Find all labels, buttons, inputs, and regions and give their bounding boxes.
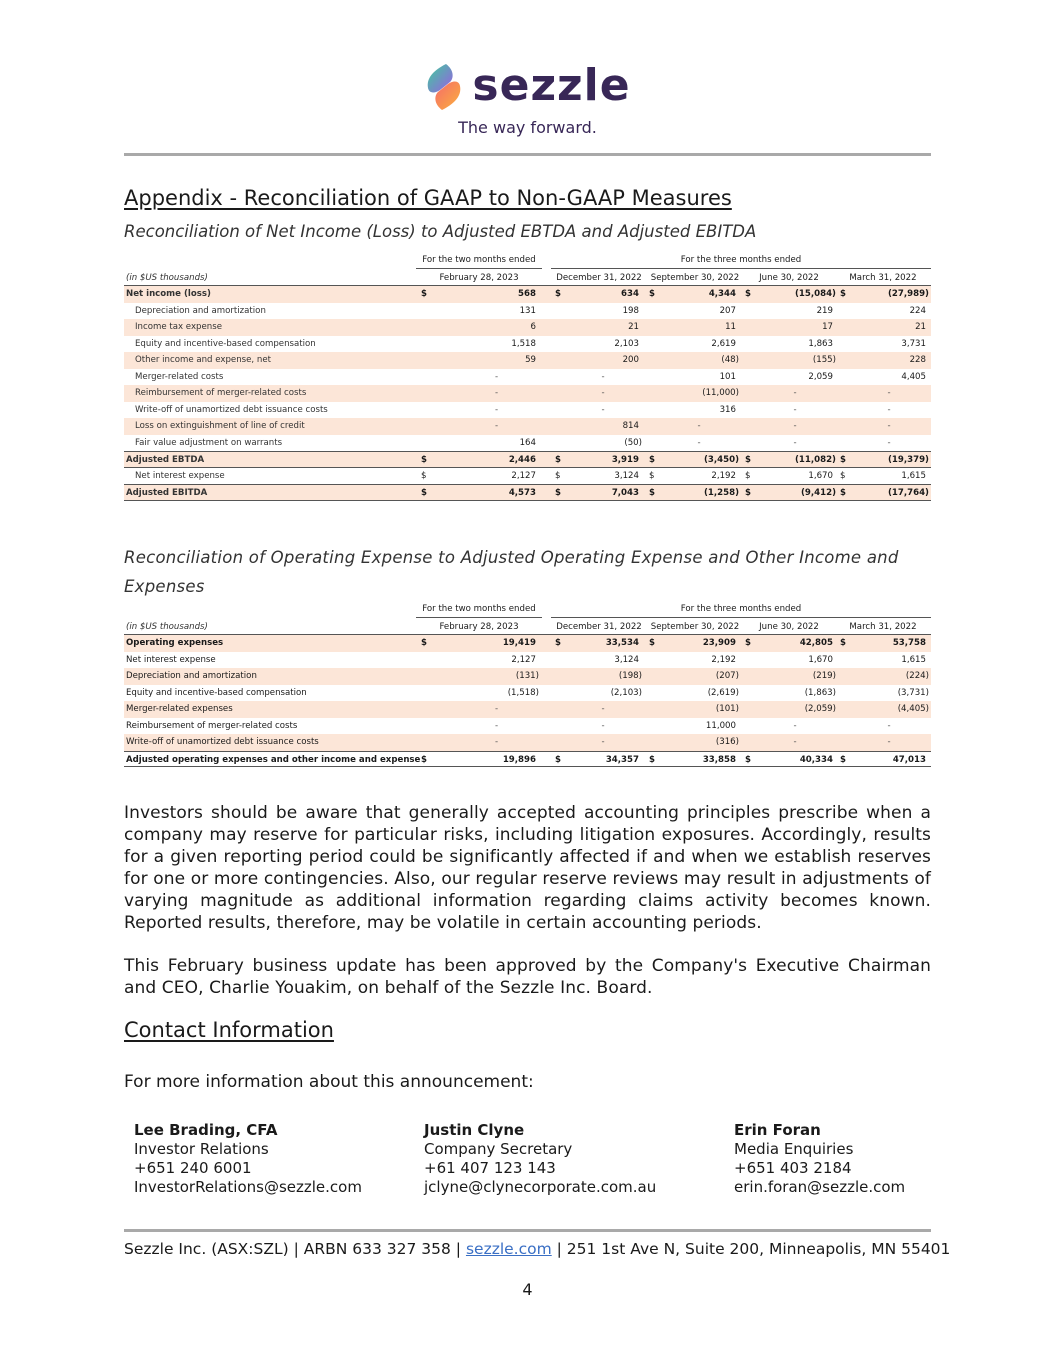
contact-role: Investor Relations bbox=[134, 1140, 269, 1158]
cell-value: (9,412) bbox=[800, 488, 836, 498]
cell-value: (2,059) bbox=[804, 704, 836, 714]
cell-value: (1,863) bbox=[804, 687, 836, 698]
table-row bbox=[124, 685, 931, 702]
cell-value: (207) bbox=[715, 671, 739, 681]
currency-symbol: $ bbox=[649, 754, 655, 765]
column-header: June 30, 2022 bbox=[759, 273, 819, 283]
currency-symbol: $ bbox=[555, 289, 561, 299]
row-label: Merger-related costs bbox=[135, 371, 224, 382]
table-row bbox=[124, 652, 931, 669]
row-label: Net interest expense bbox=[135, 470, 225, 481]
cell-value: 4,573 bbox=[508, 488, 536, 498]
currency-symbol: $ bbox=[555, 455, 561, 465]
contact-intro: For more information about this announcement: bbox=[124, 1072, 534, 1092]
cell-value: - bbox=[887, 421, 891, 431]
currency-symbol: $ bbox=[745, 488, 751, 498]
cell-value: - bbox=[887, 737, 891, 747]
table-row bbox=[124, 635, 931, 652]
currency-symbol: $ bbox=[421, 470, 427, 481]
cell-value: 2,192 bbox=[711, 654, 736, 665]
column-header: September 30, 2022 bbox=[650, 622, 740, 632]
cell-value: - bbox=[793, 404, 797, 415]
cell-value: 21 bbox=[628, 322, 639, 332]
cell-value: (1,518) bbox=[507, 687, 539, 698]
cell-value: 1,518 bbox=[511, 338, 536, 349]
cell-value: 3,919 bbox=[611, 455, 639, 465]
cell-value: 2,619 bbox=[711, 338, 736, 349]
column-header: February 28, 2023 bbox=[439, 273, 519, 283]
ebitda-reconciliation-table bbox=[124, 255, 931, 501]
contact-card bbox=[734, 1121, 905, 1197]
currency-symbol: $ bbox=[649, 638, 655, 648]
two-months-group-header: For the two months ended bbox=[416, 604, 542, 618]
row-label: Write-off of unamortized debt issuance costs bbox=[135, 404, 328, 415]
two-months-group-header: For the two months ended bbox=[416, 255, 542, 269]
currency-symbol: $ bbox=[745, 754, 751, 765]
footer-prefix: Sezzle Inc. (ASX:SZL) | ARBN 633 327 358 | bbox=[124, 1240, 466, 1258]
cell-value: 207 bbox=[719, 305, 736, 316]
column-header: March 31, 2022 bbox=[849, 622, 917, 632]
currency-symbol: $ bbox=[840, 754, 846, 765]
currency-symbol: $ bbox=[555, 488, 561, 498]
table-row bbox=[124, 484, 931, 501]
table-row bbox=[124, 418, 931, 435]
contact-phone: +61 407 123 143 bbox=[424, 1159, 556, 1177]
table-header-row bbox=[124, 618, 931, 635]
row-label: Equity and incentive-based compensation bbox=[135, 338, 316, 349]
cell-value: - bbox=[494, 371, 499, 382]
table-row bbox=[124, 734, 931, 751]
table-header-row bbox=[124, 269, 931, 286]
cell-value: 4,405 bbox=[901, 371, 926, 382]
cell-value: - bbox=[601, 388, 605, 398]
contact-card bbox=[424, 1121, 656, 1197]
row-label: Net interest expense bbox=[126, 654, 216, 665]
column-header: February 28, 2023 bbox=[439, 622, 519, 632]
cell-value: (101) bbox=[715, 704, 739, 714]
cell-value: 1,615 bbox=[901, 470, 926, 481]
contact-email: jclyne@clynecorporate.com.au bbox=[424, 1178, 657, 1196]
cell-value: - bbox=[697, 437, 701, 448]
column-header: June 30, 2022 bbox=[759, 622, 819, 632]
cell-value: 198 bbox=[622, 305, 639, 316]
contact-name: Erin Foran bbox=[734, 1121, 821, 1139]
currency-symbol: $ bbox=[840, 455, 846, 465]
brand-wordmark: sezzle bbox=[472, 60, 631, 111]
sezzle-logo-icon bbox=[424, 62, 464, 110]
cell-value: 34,357 bbox=[605, 754, 639, 765]
header-divider bbox=[124, 153, 931, 156]
column-header: December 31, 2022 bbox=[556, 273, 642, 283]
cell-value: - bbox=[494, 737, 499, 747]
column-header: March 31, 2022 bbox=[849, 273, 917, 283]
cell-value: 7,043 bbox=[611, 488, 639, 498]
currency-symbol: $ bbox=[745, 289, 751, 299]
opex-reconciliation-table bbox=[124, 604, 931, 767]
cell-value: (3,731) bbox=[897, 687, 929, 698]
cell-value: - bbox=[793, 737, 797, 747]
cell-value: 1,670 bbox=[808, 654, 833, 665]
cell-value: (3,450) bbox=[703, 455, 739, 465]
table-row bbox=[124, 336, 931, 353]
cell-value: - bbox=[601, 704, 605, 714]
cell-value: 101 bbox=[719, 371, 736, 382]
cell-value: 33,534 bbox=[605, 638, 639, 648]
cell-value: (1,258) bbox=[703, 488, 739, 498]
table2-title: Reconciliation of Operating Expense to Adjusted Operating Expense and Other Income and Expenses bbox=[124, 548, 899, 596]
cell-value: (48) bbox=[721, 355, 739, 365]
cell-value: - bbox=[494, 720, 499, 731]
contact-name: Justin Clyne bbox=[424, 1121, 525, 1139]
currency-symbol: $ bbox=[840, 470, 846, 481]
cell-value: 47,013 bbox=[892, 754, 926, 765]
three-months-group-header: For the three months ended bbox=[551, 255, 931, 269]
cell-value: 17 bbox=[822, 322, 833, 332]
row-label: Reimbursement of merger-related costs bbox=[135, 388, 307, 398]
table-row bbox=[124, 751, 931, 768]
cell-value: - bbox=[793, 720, 797, 731]
cell-value: 19,896 bbox=[502, 754, 536, 765]
contact-email: erin.foran@sezzle.com bbox=[734, 1178, 906, 1196]
cell-value: - bbox=[697, 421, 701, 431]
cell-value: 634 bbox=[621, 289, 639, 299]
three-months-group-header: For the three months ended bbox=[551, 604, 931, 618]
approval-paragraph: This February business update has been approved by the Company's Executive Chairman and CEO, Charlie Youakim, on behalf of the Sezzle Inc. Board. bbox=[124, 956, 931, 998]
cell-value: (11,000) bbox=[702, 388, 739, 398]
currency-symbol: $ bbox=[649, 488, 655, 498]
table-row bbox=[124, 451, 931, 468]
row-label: Write-off of unamortized debt issuance costs bbox=[126, 737, 319, 747]
cell-value: (2,619) bbox=[707, 687, 739, 698]
cell-value: - bbox=[494, 704, 499, 714]
column-header: December 31, 2022 bbox=[556, 622, 642, 632]
cell-value: 11 bbox=[725, 322, 736, 332]
currency-symbol: $ bbox=[745, 638, 751, 648]
cell-value: - bbox=[494, 404, 499, 415]
cell-value: (2,103) bbox=[610, 687, 642, 698]
brand-header bbox=[0, 60, 1055, 137]
disclaimer-paragraph: Investors should be aware that generally accepted accounting principles prescribe when a company may reserve for particular risks, including litigation exposures. Accordingly, results for a given reporting period could be significantly affected if and when we establish reserves for one or more contingencies. Also, our regular reserve reviews may result in adjustments of varying magnitude as additional information regarding claims activity becomes known. Reported results, therefore, may be volatile in certain accounting periods. bbox=[124, 803, 931, 933]
cell-value: (219) bbox=[812, 671, 836, 681]
cell-value: (316) bbox=[715, 737, 739, 747]
cell-value: 11,000 bbox=[705, 720, 736, 731]
cell-value: - bbox=[601, 371, 605, 382]
row-label: Depreciation and amortization bbox=[126, 671, 257, 681]
table-row bbox=[124, 385, 931, 402]
cell-value: - bbox=[887, 404, 891, 415]
row-label: Adjusted EBITDA bbox=[126, 488, 208, 498]
cell-value: 42,805 bbox=[799, 638, 833, 648]
cell-value: (224) bbox=[905, 671, 929, 681]
cell-value: 21 bbox=[915, 322, 926, 332]
footer-suffix: | 251 1st Ave N, Suite 200, Minneapolis, MN 55401 bbox=[551, 1240, 951, 1258]
currency-symbol: $ bbox=[421, 455, 427, 465]
row-label: Equity and incentive-based compensation bbox=[126, 687, 307, 698]
row-label: Adjusted EBTDA bbox=[126, 455, 205, 465]
page-number: 4 bbox=[522, 1280, 533, 1299]
currency-symbol: $ bbox=[555, 754, 561, 765]
cell-value: 224 bbox=[909, 305, 926, 316]
contact-card bbox=[134, 1121, 362, 1197]
cell-value: 2,127 bbox=[511, 654, 536, 665]
cell-value: (11,082) bbox=[794, 455, 836, 465]
currency-symbol: $ bbox=[745, 470, 751, 481]
cell-value: 1,863 bbox=[808, 338, 833, 349]
cell-value: - bbox=[793, 437, 797, 448]
contact-email: InvestorRelations@sezzle.com bbox=[134, 1178, 362, 1196]
table-row bbox=[124, 718, 931, 735]
row-label: Depreciation and amortization bbox=[135, 305, 266, 316]
cell-value: 316 bbox=[719, 404, 736, 415]
cell-value: 6 bbox=[530, 322, 536, 332]
cell-value: - bbox=[887, 720, 891, 731]
cell-value: 219 bbox=[816, 305, 833, 316]
cell-value: 2,446 bbox=[508, 455, 536, 465]
currency-symbol: $ bbox=[840, 488, 846, 498]
cell-value: (27,989) bbox=[887, 289, 929, 299]
contact-title: Contact Information bbox=[124, 1018, 334, 1042]
cell-value: 19,419 bbox=[502, 638, 536, 648]
units-label: (in $US thousands) bbox=[126, 622, 208, 632]
cell-value: 33,858 bbox=[702, 754, 736, 765]
cell-value: 3,124 bbox=[614, 470, 639, 481]
cell-value: 40,334 bbox=[799, 754, 833, 765]
cell-value: 53,758 bbox=[892, 638, 926, 648]
cell-value: 2,192 bbox=[711, 470, 736, 481]
cell-value: (155) bbox=[812, 355, 836, 365]
table-row bbox=[124, 435, 931, 452]
cell-value: 4,344 bbox=[708, 289, 736, 299]
cell-value: 200 bbox=[622, 355, 639, 365]
footer bbox=[124, 1240, 951, 1258]
contact-role: Company Secretary bbox=[424, 1140, 573, 1158]
currency-symbol: $ bbox=[421, 754, 427, 765]
cell-value: (198) bbox=[618, 671, 642, 681]
contact-phone: +651 403 2184 bbox=[734, 1159, 852, 1177]
cell-value: - bbox=[601, 737, 605, 747]
table-row bbox=[124, 468, 931, 485]
currency-symbol: $ bbox=[555, 638, 561, 648]
currency-symbol: $ bbox=[840, 289, 846, 299]
cell-value: (19,379) bbox=[887, 455, 929, 465]
cell-value: - bbox=[887, 388, 891, 398]
table-row bbox=[124, 286, 931, 303]
cell-value: 3,124 bbox=[614, 654, 639, 665]
row-label: Merger-related expenses bbox=[126, 704, 233, 714]
cell-value: (131) bbox=[515, 671, 539, 681]
table1-title: Reconciliation of Net Income (Loss) to Adjusted EBTDA and Adjusted EBITDA bbox=[124, 222, 757, 241]
cell-value: 131 bbox=[519, 305, 536, 316]
cell-value: - bbox=[601, 404, 605, 415]
currency-symbol: $ bbox=[421, 638, 427, 648]
column-header: September 30, 2022 bbox=[650, 273, 740, 283]
footer-divider bbox=[124, 1229, 931, 1232]
cell-value: - bbox=[494, 421, 499, 431]
contact-phone: +651 240 6001 bbox=[134, 1159, 252, 1177]
appendix-title: Appendix - Reconciliation of GAAP to Non-GAAP Measures bbox=[124, 186, 732, 210]
cell-value: 23,909 bbox=[702, 638, 736, 648]
brand-tagline: The way forward. bbox=[458, 118, 597, 137]
cell-value: (4,405) bbox=[897, 704, 929, 714]
units-label: (in $US thousands) bbox=[126, 273, 208, 283]
cell-value: 1,615 bbox=[901, 654, 926, 665]
cell-value: (17,764) bbox=[887, 488, 929, 498]
cell-value: 2,103 bbox=[614, 338, 639, 349]
contact-role: Media Enquiries bbox=[734, 1140, 854, 1158]
contact-name: Lee Brading, CFA bbox=[134, 1121, 278, 1139]
cell-value: 2,127 bbox=[511, 470, 536, 481]
table-row bbox=[124, 668, 931, 685]
currency-symbol: $ bbox=[555, 470, 561, 481]
cell-value: 814 bbox=[622, 421, 639, 431]
row-label: Adjusted operating expenses and other income and expense bbox=[126, 754, 421, 765]
cell-value: 3,731 bbox=[901, 338, 926, 349]
currency-symbol: $ bbox=[649, 470, 655, 481]
cell-value: 164 bbox=[519, 437, 536, 448]
table-row bbox=[124, 369, 931, 386]
row-label: Loss on extinguishment of line of credit bbox=[135, 421, 305, 431]
row-label: Other income and expense, net bbox=[135, 355, 271, 365]
table-row bbox=[124, 303, 931, 320]
currency-symbol: $ bbox=[421, 289, 427, 299]
cell-value: 59 bbox=[525, 355, 536, 365]
currency-symbol: $ bbox=[649, 455, 655, 465]
cell-value: (50) bbox=[624, 437, 642, 448]
cell-value: - bbox=[494, 388, 499, 398]
cell-value: - bbox=[601, 720, 605, 731]
currency-symbol: $ bbox=[840, 638, 846, 648]
cell-value: - bbox=[887, 437, 891, 448]
table-row bbox=[124, 319, 931, 336]
currency-symbol: $ bbox=[745, 455, 751, 465]
row-label: Net income (loss) bbox=[126, 289, 211, 299]
table-row bbox=[124, 352, 931, 369]
cell-value: - bbox=[793, 388, 797, 398]
row-label: Income tax expense bbox=[135, 322, 222, 332]
cell-value: 228 bbox=[909, 355, 926, 365]
cell-value: (15,084) bbox=[794, 289, 836, 299]
row-label: Reimbursement of merger-related costs bbox=[126, 720, 298, 731]
row-label: Operating expenses bbox=[126, 638, 224, 648]
cell-value: 1,670 bbox=[808, 470, 833, 481]
cell-value: 568 bbox=[518, 289, 536, 299]
table-row bbox=[124, 402, 931, 419]
currency-symbol: $ bbox=[649, 289, 655, 299]
cell-value: 2,059 bbox=[808, 371, 833, 382]
row-label: Fair value adjustment on warrants bbox=[135, 437, 283, 448]
currency-symbol: $ bbox=[421, 488, 427, 498]
table-row bbox=[124, 701, 931, 718]
website-link[interactable]: sezzle.com bbox=[465, 1240, 552, 1258]
cell-value: - bbox=[793, 421, 797, 431]
